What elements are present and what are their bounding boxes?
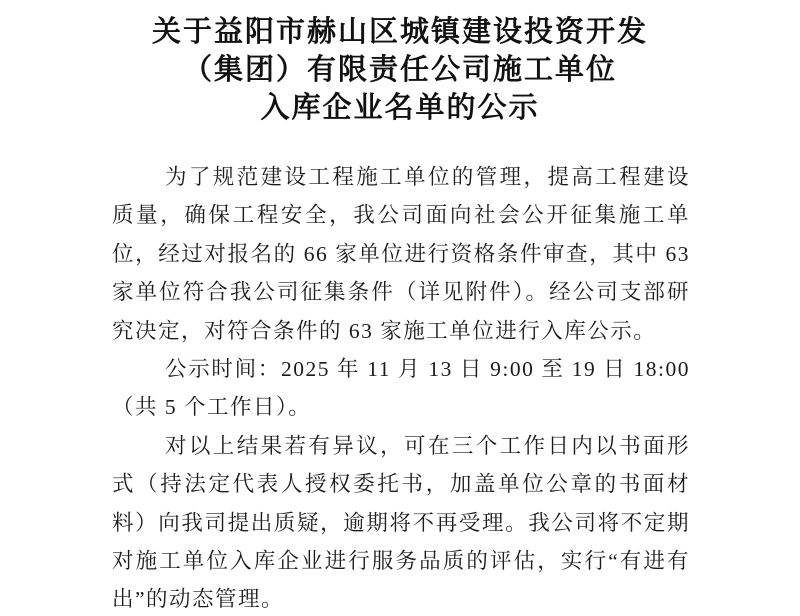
paragraph-objection: 对以上结果若有异议，可在三个工作日内以书面形式（持法定代表人授权委托书，加盖单位公章的书面材料）向我司提出质疑，逾期将不再受理。我公司将不定期对施工单位入库企业进行服务品质的评估，实行“有进有出”的动态管理。 <box>112 433 690 612</box>
document-body <box>112 158 690 616</box>
paragraph-intro: 为了规范建设工程施工单位的管理，提高工程建设质量，确保工程安全，我公司面向社会公开征集施工单位，经过对报名的 66 家单位进行资格条件审查，其中 63 家单位符合我公司征集条件（详见附件）。经公司支部研究决定，对符合条件的 63 家施工单位进行入库公示。 <box>112 165 690 343</box>
document-title <box>0 0 800 127</box>
paragraph-publicity-period: 公示时间：2025 年 11 月 13 日 9:00 至 19 日 18:00（共 5 个工作日）。 <box>112 357 690 420</box>
title-line-3: 入库企业名单的公示 <box>260 92 540 124</box>
title-line-2: （集团）有限责任公司施工单位 <box>182 54 617 86</box>
title-line-1: 关于益阳市赫山区城镇建设投资开发 <box>151 16 648 48</box>
